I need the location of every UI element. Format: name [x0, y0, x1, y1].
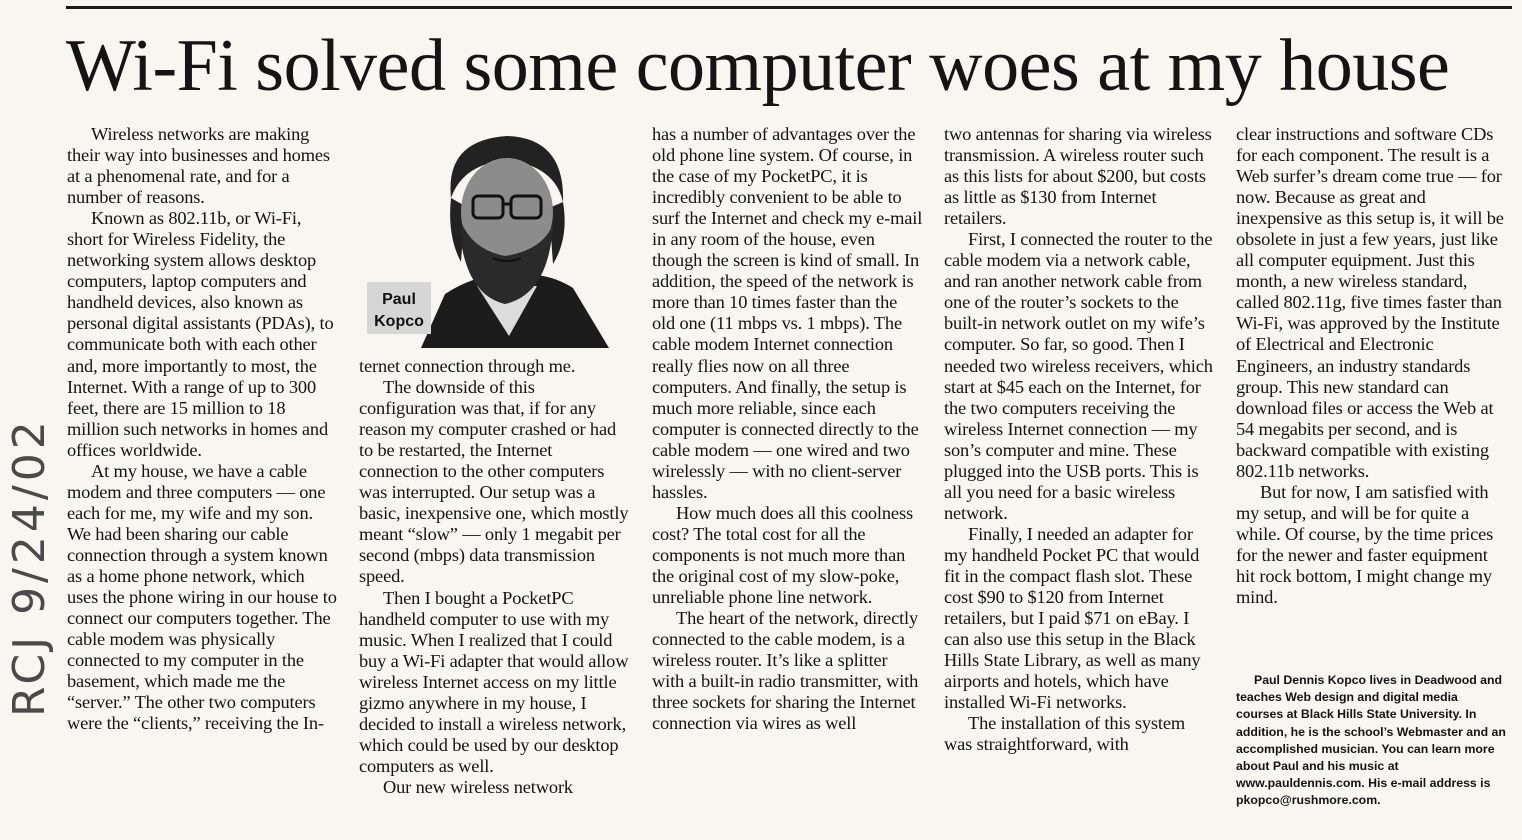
columnist-first-name: Paul	[382, 291, 416, 308]
paragraph: First, I connected the router to the cable modem via a network cable, and ran another network cable from one of the router’s sockets to the built-in network outlet on my wife’s computer. So far, so good. Then I needed two wireless receivers, which start at $45 each on the Internet, for the two computers receiving the wireless Internet connection — my son’s computer and mine. These plugged into the USB ports. This is all you need for a basic wireless network.	[944, 229, 1213, 523]
headline: Wi-Fi solved some computer woes at my house	[66, 25, 1450, 107]
paragraph: At my house, we have a cable modem and three computers — one each for me, my wife and my son. We had been sharing our cable connection through a system known as a home phone network, which uses the phone wiring in our house to connect our computers together. The cable modem was physically connected to my computer in the basement, which made me the “server.” The other two computers were the “clients,” receiving the In-	[67, 460, 337, 734]
paragraph: The heart of the network, directly connected to the cable modem, is a wireless router. It’s like a splitter with a built-in radio transmitter, with three sockets for sharing the Internet connection via wires as well	[652, 608, 919, 734]
paragraph: The downside of this configuration was that, if for any reason my computer crashed or had to be restarted, the Internet connection to the other computers was interrupted. Our setup was a basic, inexpensive one, which mostly meant “slow” — only 1 megabit per second (mbps) data transmission speed.	[359, 377, 629, 587]
paragraph: Wireless networks are making their way into businesses and homes at a phenomenal rate, and for a number of reasons.	[67, 124, 330, 208]
paragraph: How much does all this coolness cost? The total cost for all the components is not much more than the original cost of my slow-poke, unreliable phone line network.	[652, 502, 913, 608]
handwritten-note: RCJ 9/24/02	[4, 417, 55, 717]
author-bio: Paul Dennis Kopco lives in Deadwood and teaches Web design and digital media courses at Black Hills State University. In addition, he is the school’s Webmaster and an accomplished musician. You can learn more about Paul and his music at www.pauldennis.com. His e-mail address is pkopco@rushmore.com.	[1236, 673, 1506, 808]
paragraph: But for now, I am satisfied with my setup, and will be for quite a while. Of course, by the time prices for the newer and faster equipment hit rock bottom, I might change my mind.	[1236, 481, 1494, 608]
paragraph: has a number of advantages over the old phone line system. Of course, in the case of my PocketPC, it is incredibly convenient to be able to surf the Internet and check my e-mail in any room of the house, even though the screen is kind of small. In addition, the speed of the network is more than 10 times faster than the old one (11 mbps vs. 1 mbps). The cable modem Internet connection really flies now on all three computers. And finally, the setup is much more reliable, since each computer is connected directly to the cable modem — one wired and two wirelessly — with no client-server hassles.	[652, 124, 923, 502]
top-rule	[66, 6, 1512, 9]
columnist-photo	[359, 126, 633, 348]
article-column-4	[944, 124, 1216, 755]
article-column-1	[67, 124, 339, 734]
paragraph: ternet connection through me.	[359, 356, 576, 376]
columnist-last-name: Kopco	[374, 313, 424, 330]
article-column-3	[652, 124, 924, 734]
paragraph: two antennas for sharing via wireless transmission. A wireless router such as this lists for about $200, but costs as little as $130 from Internet retailers.	[944, 124, 1212, 229]
paragraph: Our new wireless network	[383, 776, 573, 797]
paragraph: Known as 802.11b, or Wi-Fi, short for Wireless Fidelity, the networking system allows desktop computers, laptop computers and handheld devices, also known as personal digital assistants (PDAs), to communicate both with each other and, more importantly to most, the Internet. With a range of up to 300 feet, there are 15 million to 18 million such networks in homes and offices worldwide.	[67, 208, 334, 460]
paragraph: Finally, I needed an adapter for my handheld Pocket PC that would fit in the compact flash slot. These cost $90 to $120 from Internet retailers, but I paid $71 on eBay. I can also use this setup in the Black Hills State Library, as well as many airports and hotels, which have installed Wi-Fi networks.	[944, 523, 1201, 713]
paragraph: Then I bought a PocketPC handheld computer to use with my music. When I realized that I could buy a Wi-Fi adapter that would allow wireless Internet access on my little gizmo anywhere in my house, I decided to install a wireless network, which could be used by our desktop computers as well.	[359, 587, 629, 776]
article-column-2	[359, 356, 633, 798]
paragraph: clear instructions and software CDs for each component. The result is a Web surfer’s dream come true — for now. Because as great and inexpensive as this setup is, it will be obsolete in just a few years, just like all computer equipment. Just this month, a new wireless standard, called 802.11g, five times faster than Wi-Fi, was approved by the Institute of Electrical and Electronic Engineers, an industry standards group. This new standard can download files or access the Web at 54 megabits per second, and is backward compatible with existing 802.11b networks.	[1236, 124, 1504, 481]
paragraph: The installation of this system was straightforward, with	[944, 713, 1186, 755]
article-column-5	[1236, 124, 1506, 608]
